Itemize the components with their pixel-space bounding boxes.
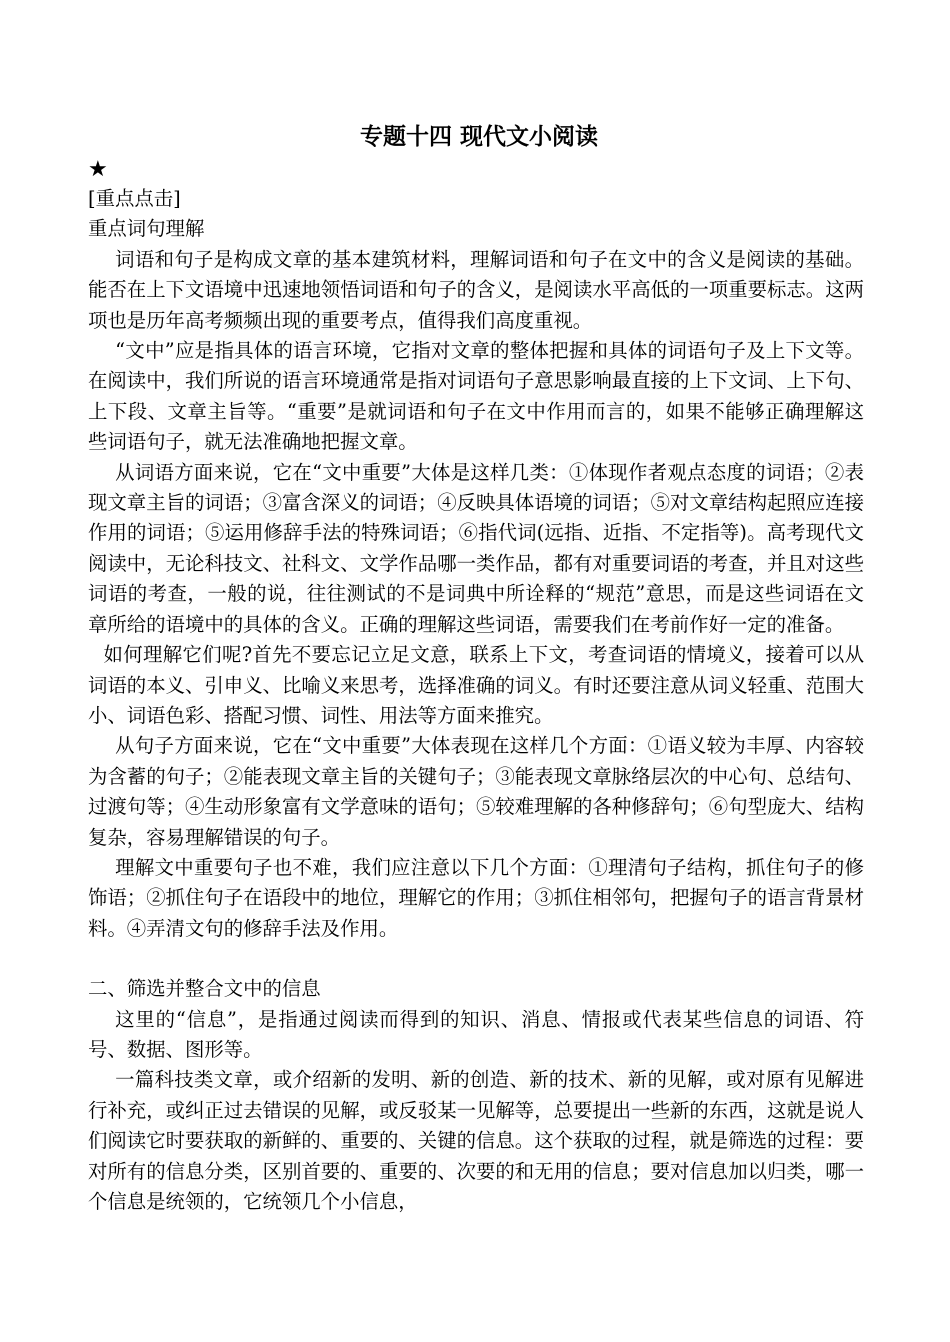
- paragraph-4: 如何理解它们呢?首先不要忘记立足文意，联系上下文，考查词语的情境义，接着可以从词语的本义、引申义、比喻义来思考，选择准确的词义。有时还要注意从词义轻重、范围大小、词语色彩、搭配习惯、词性、用法等方面来推究。: [88, 643, 864, 727]
- blank-line: [88, 944, 864, 974]
- paragraph-2: “文中”应是指具体的语言环境，它指对文章的整体把握和具体的词语句子及上下文等。在阅读中，我们所说的语言环境通常是指对词语句子意思影响最直接的上下文词、上下句、上下段、文章主旨等。“重要”是就词语和句子在文中作用而言的，如果不能够正确理解这些词语句子，就无法准确地把握文章。: [88, 339, 864, 454]
- paragraph-6: 理解文中重要句子也不难，我们应注意以下几个方面：①理清句子结构，抓住句子的修饰语；②抓住句子在语段中的地位，理解它的作用；③抓住相邻句，把握句子的语言背景材料。④弄清文句的修辞手法及作用。: [88, 855, 864, 940]
- document-page: [88, 118, 864, 1217]
- paragraph-8: 一篇科技类文章，或介绍新的发明、新的创造、新的技术、新的见解，或对原有见解进行补充，或纠正过去错误的见解，或反驳某一见解等，总要提出一些新的东西，这就是说人们阅读它时要获取的新鲜的、重要的、关键的信息。这个获取的过程，就是筛选的过程：要对所有的信息分类，区别首要的、重要的、次要的和无用的信息；要对信息加以归类，哪一个信息是统领的，它统领几个小信息，: [88, 1068, 864, 1213]
- section-heading-2: 二、筛选并整合文中的信息: [88, 977, 321, 1001]
- paragraph-7: 这里的“信息”，是指通过阅读而得到的知识、消息、情报或代表某些信息的词语、符号、数据、图形等。: [88, 1007, 864, 1061]
- paragraph-3: 从词语方面来说，它在“文中重要”大体是这样几类：①体现作者观点态度的词语；②表现文章主旨的词语；③富含深义的词语；④反映具体语境的词语；⑤对文章结构起照应连接作用的词语；⑤运用修辞手法的特殊词语；⑥指代词(远指、近指、不定指等)。高考现代文阅读中，无论科技文、社科文、文学作品哪一类作品，都有对重要词语的考查，并且对这些词语的考查，一般的说，往往测试的不是词典中所诠释的“规范”意思，而是这些词语在文章所给的语境中的具体的含义。正确的理解这些词语，需要我们在考前作好一定的准备。: [88, 460, 864, 636]
- star-icon: ★: [88, 157, 108, 182]
- paragraph-1: 词语和句子是构成文章的基本建筑材料，理解词语和句子在文中的含义是阅读的基础。能否在上下文语境中迅速地领悟词语和句子的含义，是阅读水平高低的一项重要标志。这两项也是历年高考频频出现的重要考点，值得我们高度重视。: [88, 247, 864, 332]
- section-heading-1: 重点词句理解: [88, 217, 205, 241]
- section-tag: [重点点击]: [88, 187, 181, 210]
- document-title: 专题十四 现代文小阅读: [359, 123, 598, 150]
- paragraph-5: 从句子方面来说，它在“文中重要”大体表现在这样几个方面：①语义较为丰厚、内容较为含蓄的句子；②能表现文章主旨的关键句子；③能表现文章脉络层次的中心句、总结句、过渡句等；④生动形象富有文学意味的语句；⑤较难理解的各种修辞句；⑥句型庞大、结构复杂，容易理解错误的句子。: [88, 734, 864, 849]
